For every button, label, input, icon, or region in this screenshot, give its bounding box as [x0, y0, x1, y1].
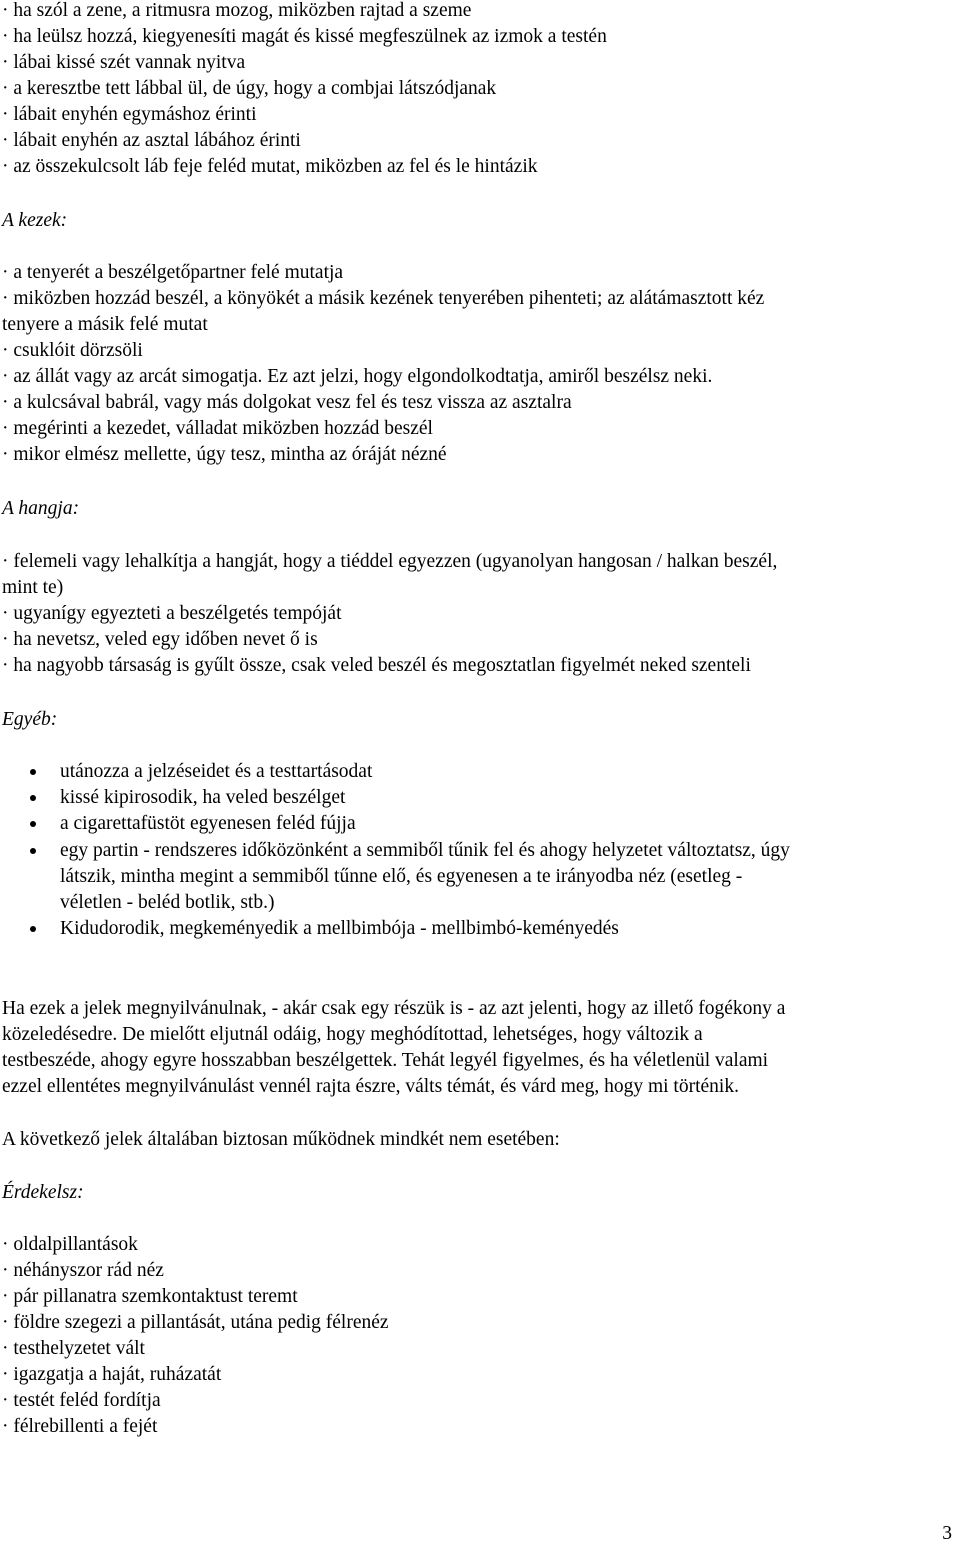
- section-heading-hands: A kezek:: [2, 210, 68, 231]
- paragraph-line: Ha ezek a jelek megnyilvánulnak, - akár csak egy részük is - az azt jelenti, hogy az illető fogékony a: [2, 998, 786, 1019]
- list-item-continuation: látszik, mintha megint a semmiből tűnne elő, és egyenesen a te irányodba néz (esetleg -: [60, 866, 743, 887]
- list-item: · földre szegezi a pillantását, utána pedig félrenéz: [2, 1312, 389, 1333]
- bullet-dot-icon: [30, 769, 36, 775]
- list-item: · ha nevetsz, veled egy időben nevet ő is: [2, 629, 318, 650]
- list-item: · a tenyerét a beszélgetőpartner felé mutatja: [2, 262, 344, 283]
- list-item: · a keresztbe tett lábbal ül, de úgy, hogy a combjai látszódjanak: [2, 78, 497, 99]
- list-item: · miközben hozzád beszél, a könyökét a másik kezének tenyerében pihenteti; az alátámasztott kéz: [2, 288, 765, 309]
- list-item: tenyere a másik felé mutat: [2, 314, 208, 335]
- section-heading-other: Egyéb:: [2, 709, 58, 730]
- list-item: · az állát vagy az arcát simogatja. Ez azt jelzi, hogy elgondolkodtatja, amiről beszélsz neki.: [2, 366, 713, 387]
- list-item: · mikor elmész mellette, úgy tesz, mintha az óráját nézné: [2, 444, 447, 465]
- list-item: · lábait enyhén az asztal lábához érinti: [2, 130, 301, 151]
- bullet-dot-icon: [30, 795, 36, 801]
- page-number: 3: [942, 1523, 952, 1544]
- list-item: · megérinti a kezedet, válladat miközben hozzád beszél: [2, 418, 433, 439]
- list-item: · pár pillanatra szemkontaktust teremt: [2, 1286, 298, 1307]
- list-item: egy partin - rendszeres időközönként a semmiből tűnik fel és ahogy helyzetet változtatsz, úgy: [60, 840, 790, 861]
- list-item: · lábai kissé szét vannak nyitva: [2, 52, 246, 73]
- list-item: · oldalpillantások: [2, 1234, 138, 1255]
- list-item: · ha szól a zene, a ritmusra mozog, miközben rajtad a szeme: [2, 0, 472, 21]
- list-item: · testét feléd fordítja: [2, 1390, 161, 1411]
- bullet-dot-icon: [30, 821, 36, 827]
- list-item-continuation: véletlen - beléd botlik, stb.): [60, 892, 275, 913]
- paragraph-line: közeledésedre. De mielőtt eljutnál odáig, hogy meghódítottad, lehetséges, hogy változik a: [2, 1024, 703, 1045]
- list-item: a cigarettafüstöt egyenesen feléd fújja: [60, 813, 356, 834]
- list-item: · csuklóit dörzsöli: [2, 340, 143, 361]
- intro-sentence: A következő jelek általában biztosan működnek mindkét nem esetében:: [2, 1129, 560, 1150]
- bullet-dot-icon: [30, 848, 36, 854]
- list-item: · ha nagyobb társaság is gyűlt össze, csak veled beszél és megosztatlan figyelmét neked szenteli: [2, 655, 751, 676]
- list-item: · testhelyzetet vált: [2, 1338, 145, 1359]
- list-item: · felemeli vagy lehalkítja a hangját, hogy a tiéddel egyezzen (ugyanolyan hangosan / halkan beszél,: [2, 551, 778, 572]
- list-item: · ha leülsz hozzá, kiegyenesíti magát és kissé megfeszülnek az izmok a testén: [2, 26, 607, 47]
- list-item: utánozza a jelzéseidet és a testtartásodat: [60, 761, 373, 782]
- list-item: · néhányszor rád néz: [2, 1260, 164, 1281]
- list-item: · az összekulcsolt láb feje feléd mutat, miközben az fel és le hintázik: [2, 156, 538, 177]
- section-heading-voice: A hangja:: [2, 498, 80, 519]
- section-heading-interest: Érdekelsz:: [2, 1182, 84, 1203]
- list-item: · félrebillenti a fejét: [2, 1416, 158, 1437]
- list-item: kissé kipirosodik, ha veled beszélget: [60, 787, 346, 808]
- paragraph-line: ezzel ellentétes megnyilvánulást vennél rajta észre, válts témát, és várd meg, hogy mi történik.: [2, 1076, 739, 1097]
- bullet-dot-icon: [30, 926, 36, 932]
- list-item: · igazgatja a haját, ruházatát: [2, 1364, 222, 1385]
- list-item: mint te): [2, 577, 64, 598]
- list-item: · ugyanígy egyezteti a beszélgetés tempóját: [2, 603, 342, 624]
- list-item: · a kulcsával babrál, vagy más dolgokat vesz fel és tesz vissza az asztalra: [2, 392, 572, 413]
- list-item: Kidudorodik, megkeményedik a mellbimbója - mellbimbó-keményedés: [60, 918, 619, 939]
- list-item: · lábait enyhén egymáshoz érinti: [2, 104, 257, 125]
- paragraph-line: testbeszéde, ahogy egyre hosszabban beszélgettek. Tehát legyél figyelmes, és ha véletlenül valami: [2, 1050, 769, 1071]
